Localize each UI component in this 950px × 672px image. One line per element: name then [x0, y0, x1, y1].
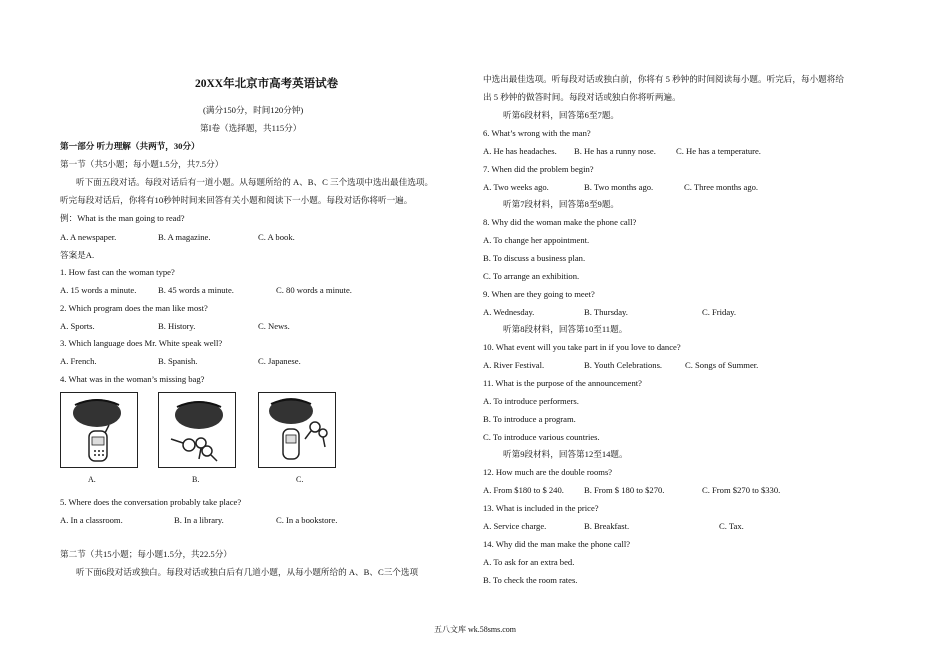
material-8-note: 听第8段材料，回答第10至11题。 [503, 324, 628, 334]
q5-option-b: B. In a library. [174, 515, 224, 525]
score-time-note: (满分150分，时间120分钟) [203, 105, 304, 115]
question-7: 7. When did the problem begin? [483, 164, 594, 174]
q3-option-c: C. Japanese. [258, 356, 301, 366]
q4-picture-b [158, 392, 236, 468]
q13-option-b: B. Breakfast. [584, 521, 630, 531]
q13-option-a: A. Service charge. [483, 521, 547, 531]
question-10: 10. What event will you take part in if you love to dance? [483, 342, 681, 352]
q4-label-b: B. [192, 475, 200, 484]
q2-option-b: B. History. [158, 321, 196, 331]
question-12: 12. How much are the double rooms? [483, 467, 613, 477]
purse-and-phone-icon [61, 393, 137, 467]
page-footer: 五八文库 wk.58sms.com [434, 625, 516, 634]
section1-instructions-line2: 听完每段对话后，你将有10秒钟时间来回答有关小题和阅读下一小题。每段对话你将听一遍。 [60, 195, 413, 205]
q4-pictures [60, 392, 310, 472]
q11-option-b: B. To introduce a program. [483, 414, 576, 424]
volume-heading: 第I卷（选择题，共115分） [200, 123, 302, 133]
q8-option-c: C. To arrange an exhibition. [483, 271, 580, 281]
question-8: 8. Why did the woman make the phone call? [483, 217, 637, 227]
q14-option-b: B. To check the room rates. [483, 575, 578, 585]
q7-option-c: C. Three months ago. [684, 182, 759, 192]
q10-option-a: A. River Festival. [483, 360, 545, 370]
question-2: 2. Which program does the man like most? [60, 303, 208, 313]
q7-option-b: B. Two months ago. [584, 182, 654, 192]
material-6-note: 听第6段材料，回答第6至7题。 [503, 110, 620, 120]
q4-picture-a [60, 392, 138, 468]
q1-option-c: C. 80 words a minute. [276, 285, 352, 295]
material-7-note: 听第7段材料，回答第8至9题。 [503, 199, 620, 209]
q11-option-c: C. To introduce various countries. [483, 432, 600, 442]
section2-heading: 第二节（共15小题；每小题1.5分，共22.5分） [60, 549, 232, 559]
q2-option-a: A. Sports. [60, 321, 95, 331]
q1-option-a: A. 15 words a minute. [60, 285, 137, 295]
section1-instructions-line1: 听下面五段对话。每段对话后有一道小题。从每题所给的 A、B、C 三个选项中选出最佳选项。 [76, 177, 434, 187]
q14-option-a: A. To ask for an extra bed. [483, 557, 575, 567]
section2-instructions-line3: 出 5 秒钟的做答时间。每段对话或独白你将听两遍。 [483, 92, 681, 102]
q3-option-a: A. French. [60, 356, 97, 366]
question-4: 4. What was in the woman’s missing bag? [60, 374, 205, 384]
q6-option-b: B. He has a runny nose. [574, 146, 656, 156]
q8-option-a: A. To change her appointment. [483, 235, 590, 245]
question-1: 1. How fast can the woman type? [60, 267, 175, 277]
question-14: 14. Why did the man make the phone call? [483, 539, 631, 549]
part1-heading: 第一部分 听力理解（共两节，30分） [60, 141, 200, 151]
q4-label-c: C. [296, 475, 304, 484]
q7-option-a: A. Two weeks ago. [483, 182, 549, 192]
q12-option-a: A. From $180 to $ 240. [483, 485, 564, 495]
page-title: 20XX年北京市高考英语试卷 [195, 78, 339, 90]
question-3: 3. Which language does Mr. White speak well? [60, 338, 223, 348]
q3-option-b: B. Spanish. [158, 356, 198, 366]
q4-label-a: A. [88, 475, 96, 484]
q9-option-b: B. Thursday. [584, 307, 628, 317]
q12-option-c: C. From $270 to $330. [702, 485, 781, 495]
q10-option-b: B. Youth Celebrations. [584, 360, 663, 370]
q5-option-c: C. In a bookstore. [276, 515, 338, 525]
section2-instructions-line2: 中选出最佳选项。听每段对话或独白前，你将有 5 秒钟的时间阅读每小题。听完后，每小题将给 [483, 74, 844, 84]
question-9: 9. When are they going to meet? [483, 289, 595, 299]
example-question: 例：What is the man going to read? [60, 213, 185, 223]
q10-option-c: C. Songs of Summer. [685, 360, 759, 370]
purse-keys-and-phone-icon [259, 393, 335, 467]
q2-option-c: C. News. [258, 321, 290, 331]
q4-picture-c [258, 392, 336, 468]
q6-option-c: C. He has a temperature. [676, 146, 761, 156]
q8-option-b: B. To discuss a business plan. [483, 253, 586, 263]
q9-option-a: A. Wednesday. [483, 307, 535, 317]
q5-option-a: A. In a classroom. [60, 515, 123, 525]
q11-option-a: A. To introduce performers. [483, 396, 579, 406]
section2-instructions-line1: 听下面6段对话或独白。每段对话或独白后有几道小题，从每小题所给的 A、B、C三个选项 [76, 567, 419, 577]
example-option-a: A. A newspaper. [60, 232, 117, 242]
question-11: 11. What is the purpose of the announcement? [483, 378, 642, 388]
q6-option-a: A. He has headaches. [483, 146, 557, 156]
q12-option-b: B. From $ 180 to $270. [584, 485, 665, 495]
q1-option-b: B. 45 words a minute. [158, 285, 234, 295]
example-answer: 答案是A. [60, 250, 95, 260]
section1-heading: 第一节（共5小题；每小题1.5分，共7.5分） [60, 159, 224, 169]
example-option-c: C. A book. [258, 232, 295, 242]
question-5: 5. Where does the conversation probably take place? [60, 497, 242, 507]
purse-and-keys-icon [159, 393, 235, 467]
example-option-b: B. A magazine. [158, 232, 211, 242]
material-9-note: 听第9段材料，回答第12至14题。 [503, 449, 628, 459]
question-13: 13. What is included in the price? [483, 503, 599, 513]
q13-option-c: C. Tax. [719, 521, 744, 531]
q9-option-c: C. Friday. [702, 307, 737, 317]
question-6: 6. What’s wrong with the man? [483, 128, 591, 138]
